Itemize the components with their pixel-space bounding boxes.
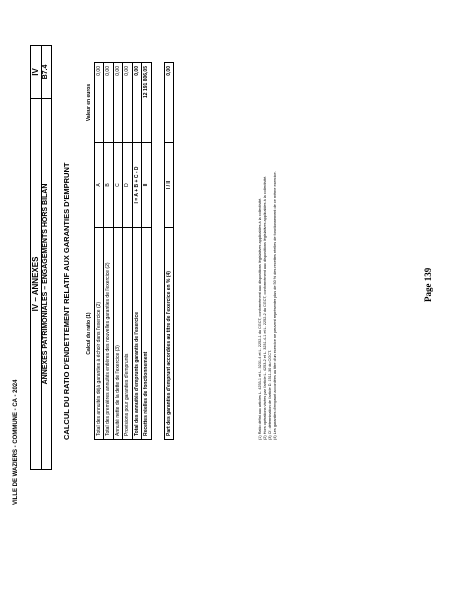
row-code: C xyxy=(113,143,123,228)
table-row-total-annuites xyxy=(132,63,142,440)
row-code: II xyxy=(142,143,152,228)
row-label: Recettes réelles de fonctionnement xyxy=(142,228,152,440)
table-header-row xyxy=(85,63,94,440)
row-code: D xyxy=(123,143,133,228)
footnote: (3) Cf. détermination de l'article D. 1511-30 du CGCT. xyxy=(268,350,272,440)
header-codes xyxy=(31,46,51,98)
col-valeur-header: Valeur en euros xyxy=(85,63,94,143)
row-value: 0,00 xyxy=(132,63,142,143)
ville-label: VILLE DE WAZIERS - COMMUNE - CA - 2024 xyxy=(13,379,19,505)
ratio-table xyxy=(85,62,174,440)
header-subtitle: ANNEXES PATRIMONIALES – ENGAGEMENTS HORS BILAN xyxy=(42,183,49,385)
row-value: 0,00 xyxy=(94,63,104,143)
header-code-ref: B7.4 xyxy=(42,64,49,80)
footnotes xyxy=(258,171,278,440)
row-code: B xyxy=(104,143,114,228)
table-row-recettes xyxy=(142,63,152,440)
row-value: 12 191 806,05 xyxy=(142,63,152,143)
ratio-code: I / II xyxy=(164,143,174,228)
table-row xyxy=(104,63,114,440)
col-code-header xyxy=(85,143,94,228)
row-code: I = A + B + C - D xyxy=(132,143,142,228)
table-row-ratio xyxy=(164,63,174,440)
table-spacer xyxy=(151,63,164,440)
table-row xyxy=(94,63,104,440)
annex-header xyxy=(30,45,52,470)
row-code: A xyxy=(94,143,104,228)
table-row xyxy=(113,63,123,440)
header-code-roman: IV xyxy=(31,46,42,98)
table-row xyxy=(123,63,133,440)
row-label: Total des annuités déjà garanties à échoir dans l'exercice (2) xyxy=(94,228,104,440)
footnote: (1) Ratio défini aux articles L. 4253-1 et L. 3231-4 et L. 2252-1 du CGCT, conformément aux dispositions législatives applicables à la collectivité. xyxy=(258,197,262,440)
row-label: Total des premières annuités entières des nouvelles garanties de l'exercice (2) xyxy=(104,228,114,440)
row-label: Total des annuités d'emprunts garantis de l'exercice xyxy=(132,228,142,440)
page-number: Page 139 xyxy=(423,267,433,302)
row-value: 0,00 xyxy=(113,63,123,143)
ratio-label: Part des garanties d'emprunt accordées au titre de l'exercice en % (4) xyxy=(164,228,174,440)
col-calc-header: Calcul du ratio (1) xyxy=(85,228,94,440)
row-label: Provisions pour garanties d'emprunts xyxy=(123,228,133,440)
footnote: (2) Hors opérations visées par l'article L. 4253-2 et L. 3231-4-1 et L. 2252-2 du CGCT, conformément aux dispositions législatives applicables à la collectivité. xyxy=(263,175,267,440)
row-label: Annuité nette de la dette de l'exercice (3) xyxy=(113,228,123,440)
section-title: CALCUL DU RATIO D'ENDETTEMENT RELATIF AUX GARANTIES D'EMPRUNT xyxy=(62,162,71,440)
header-title: IV – ANNEXES xyxy=(31,99,42,469)
row-value: 0,00 xyxy=(104,63,114,143)
row-value: 0,00 xyxy=(123,63,133,143)
footnote: (4) Les garanties d'emprunt accordées au titre d'un exercice ne peuvent représenter plus de 50 % des recettes réelles de fonctionnement de ce même exercice. xyxy=(273,171,277,440)
ratio-value: 0,00 xyxy=(164,63,174,143)
header-titles xyxy=(31,98,51,469)
